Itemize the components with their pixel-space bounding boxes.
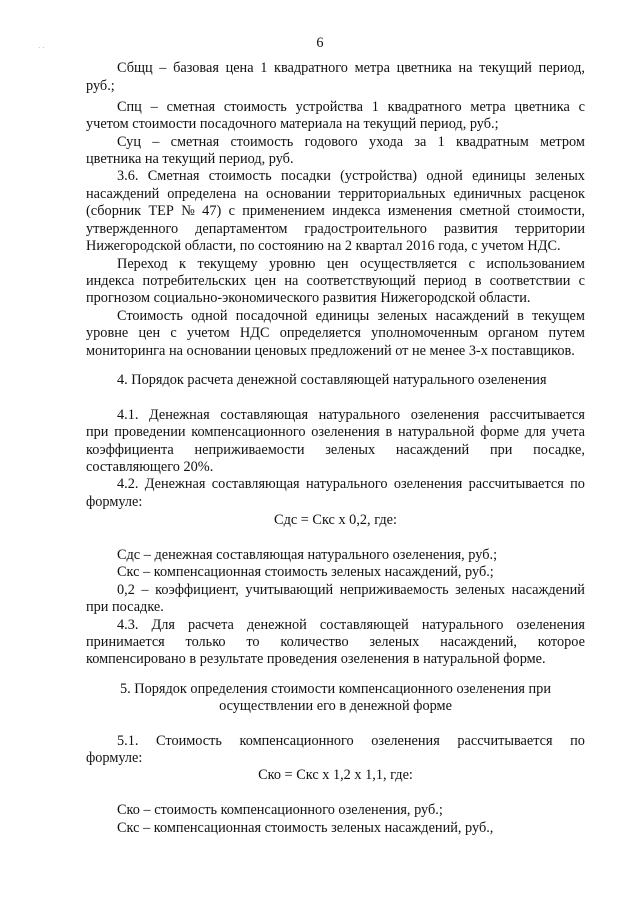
text-line: Суц – сметная стоимость годового ухода за 1 квадратным метром [117, 134, 585, 150]
text-line: принимается только то количество зеленых насаждений, которое [86, 634, 585, 650]
text-line: 3.6. Сметная стоимость посадки (устройства) одной единицы зеленых [117, 168, 585, 184]
section-heading: 5. Порядок определения стоимости компенсационного озеленения при [120, 681, 551, 697]
text-line: 5.1. Стоимость компенсационного озеленения рассчитывается по [117, 733, 585, 749]
text-line: уровне цен с учетом НДС определяется уполномоченным органом путем [86, 325, 585, 341]
text-line: индекса потребительских цен на соответствующий период в соответствии с [86, 273, 585, 289]
text-line: формуле: [86, 494, 143, 510]
text-line: компенсировано в результате проведения озеленения в натуральной форме. [86, 651, 546, 667]
scan-mark: · · [38, 44, 45, 52]
text-line: Сбщц – базовая цена 1 квадратного метра цветника на текущий период, [117, 60, 585, 76]
text-line: Скс – компенсационная стоимость зеленых насаждений, руб.; [117, 564, 494, 580]
text-line: (сборник ТЕР № 47) с применением индекса изменения сметной стоимости, [86, 203, 585, 219]
text-line: 4.3. Для расчета денежной составляющей натурального озеленения [117, 617, 585, 633]
section-heading: осуществлении его в денежной форме [219, 698, 452, 714]
text-line: при посадке. [86, 599, 164, 615]
text-line: Спц – сметная стоимость устройства 1 квадратного метра цветника с [117, 99, 585, 115]
text-line: учетом стоимости посадочного материала на текущий период, руб.; [86, 116, 499, 132]
page-number: 6 [316, 35, 324, 51]
text-line: насаждений определена на основании территориальных единичных расценок [86, 186, 585, 202]
text-line: руб.; [86, 78, 115, 94]
formula: Ско = Скс х 1,2 х 1,1, где: [258, 767, 413, 783]
text-line: Переход к текущему уровню цен осуществляется с использованием [117, 256, 585, 272]
text-line: Стоимость одной посадочной единицы зеленых насаждений в текущем [117, 308, 585, 324]
text-line: составляющего 20%. [86, 459, 214, 475]
text-line: формуле: [86, 750, 143, 766]
text-line: Сдс – денежная составляющая натурального озеленения, руб.; [117, 547, 498, 563]
text-line: при проведении компенсационного озеленения в натуральной форме для учета [86, 424, 585, 440]
text-line: цветника на текущий период, руб. [86, 151, 294, 167]
formula: Сдс = Скс х 0,2, где: [274, 512, 397, 528]
text-line: 4.1. Денежная составляющая натурального озеленения рассчитывается [117, 407, 585, 423]
text-line: 4.2. Денежная составляющая натурального озеленения рассчитывается по [117, 476, 585, 492]
text-line: утвержденного департаментом градостроительного развития территории [86, 221, 585, 237]
text-line: мониторинга на основании ценовых предложений от не менее 3-х поставщиков. [86, 343, 575, 359]
text-line: Скс – компенсационная стоимость зеленых насаждений, руб., [117, 820, 494, 836]
text-line: 0,2 – коэффициент, учитывающий неприживаемость зеленых насаждений [117, 582, 585, 598]
text-line: прогнозом социально-экономического развития Нижегородской области. [86, 290, 531, 306]
section-heading: 4. Порядок расчета денежной составляющей натурального озеленения [117, 372, 547, 388]
text-line: Ско – стоимость компенсационного озеленения, руб.; [117, 802, 443, 818]
text-line: коэффициента неприживаемости зеленых насаждений при посадке, [86, 442, 585, 458]
text-line: Нижегородской области, по состоянию на 2 квартал 2016 года, с учетом НДС. [86, 238, 561, 254]
